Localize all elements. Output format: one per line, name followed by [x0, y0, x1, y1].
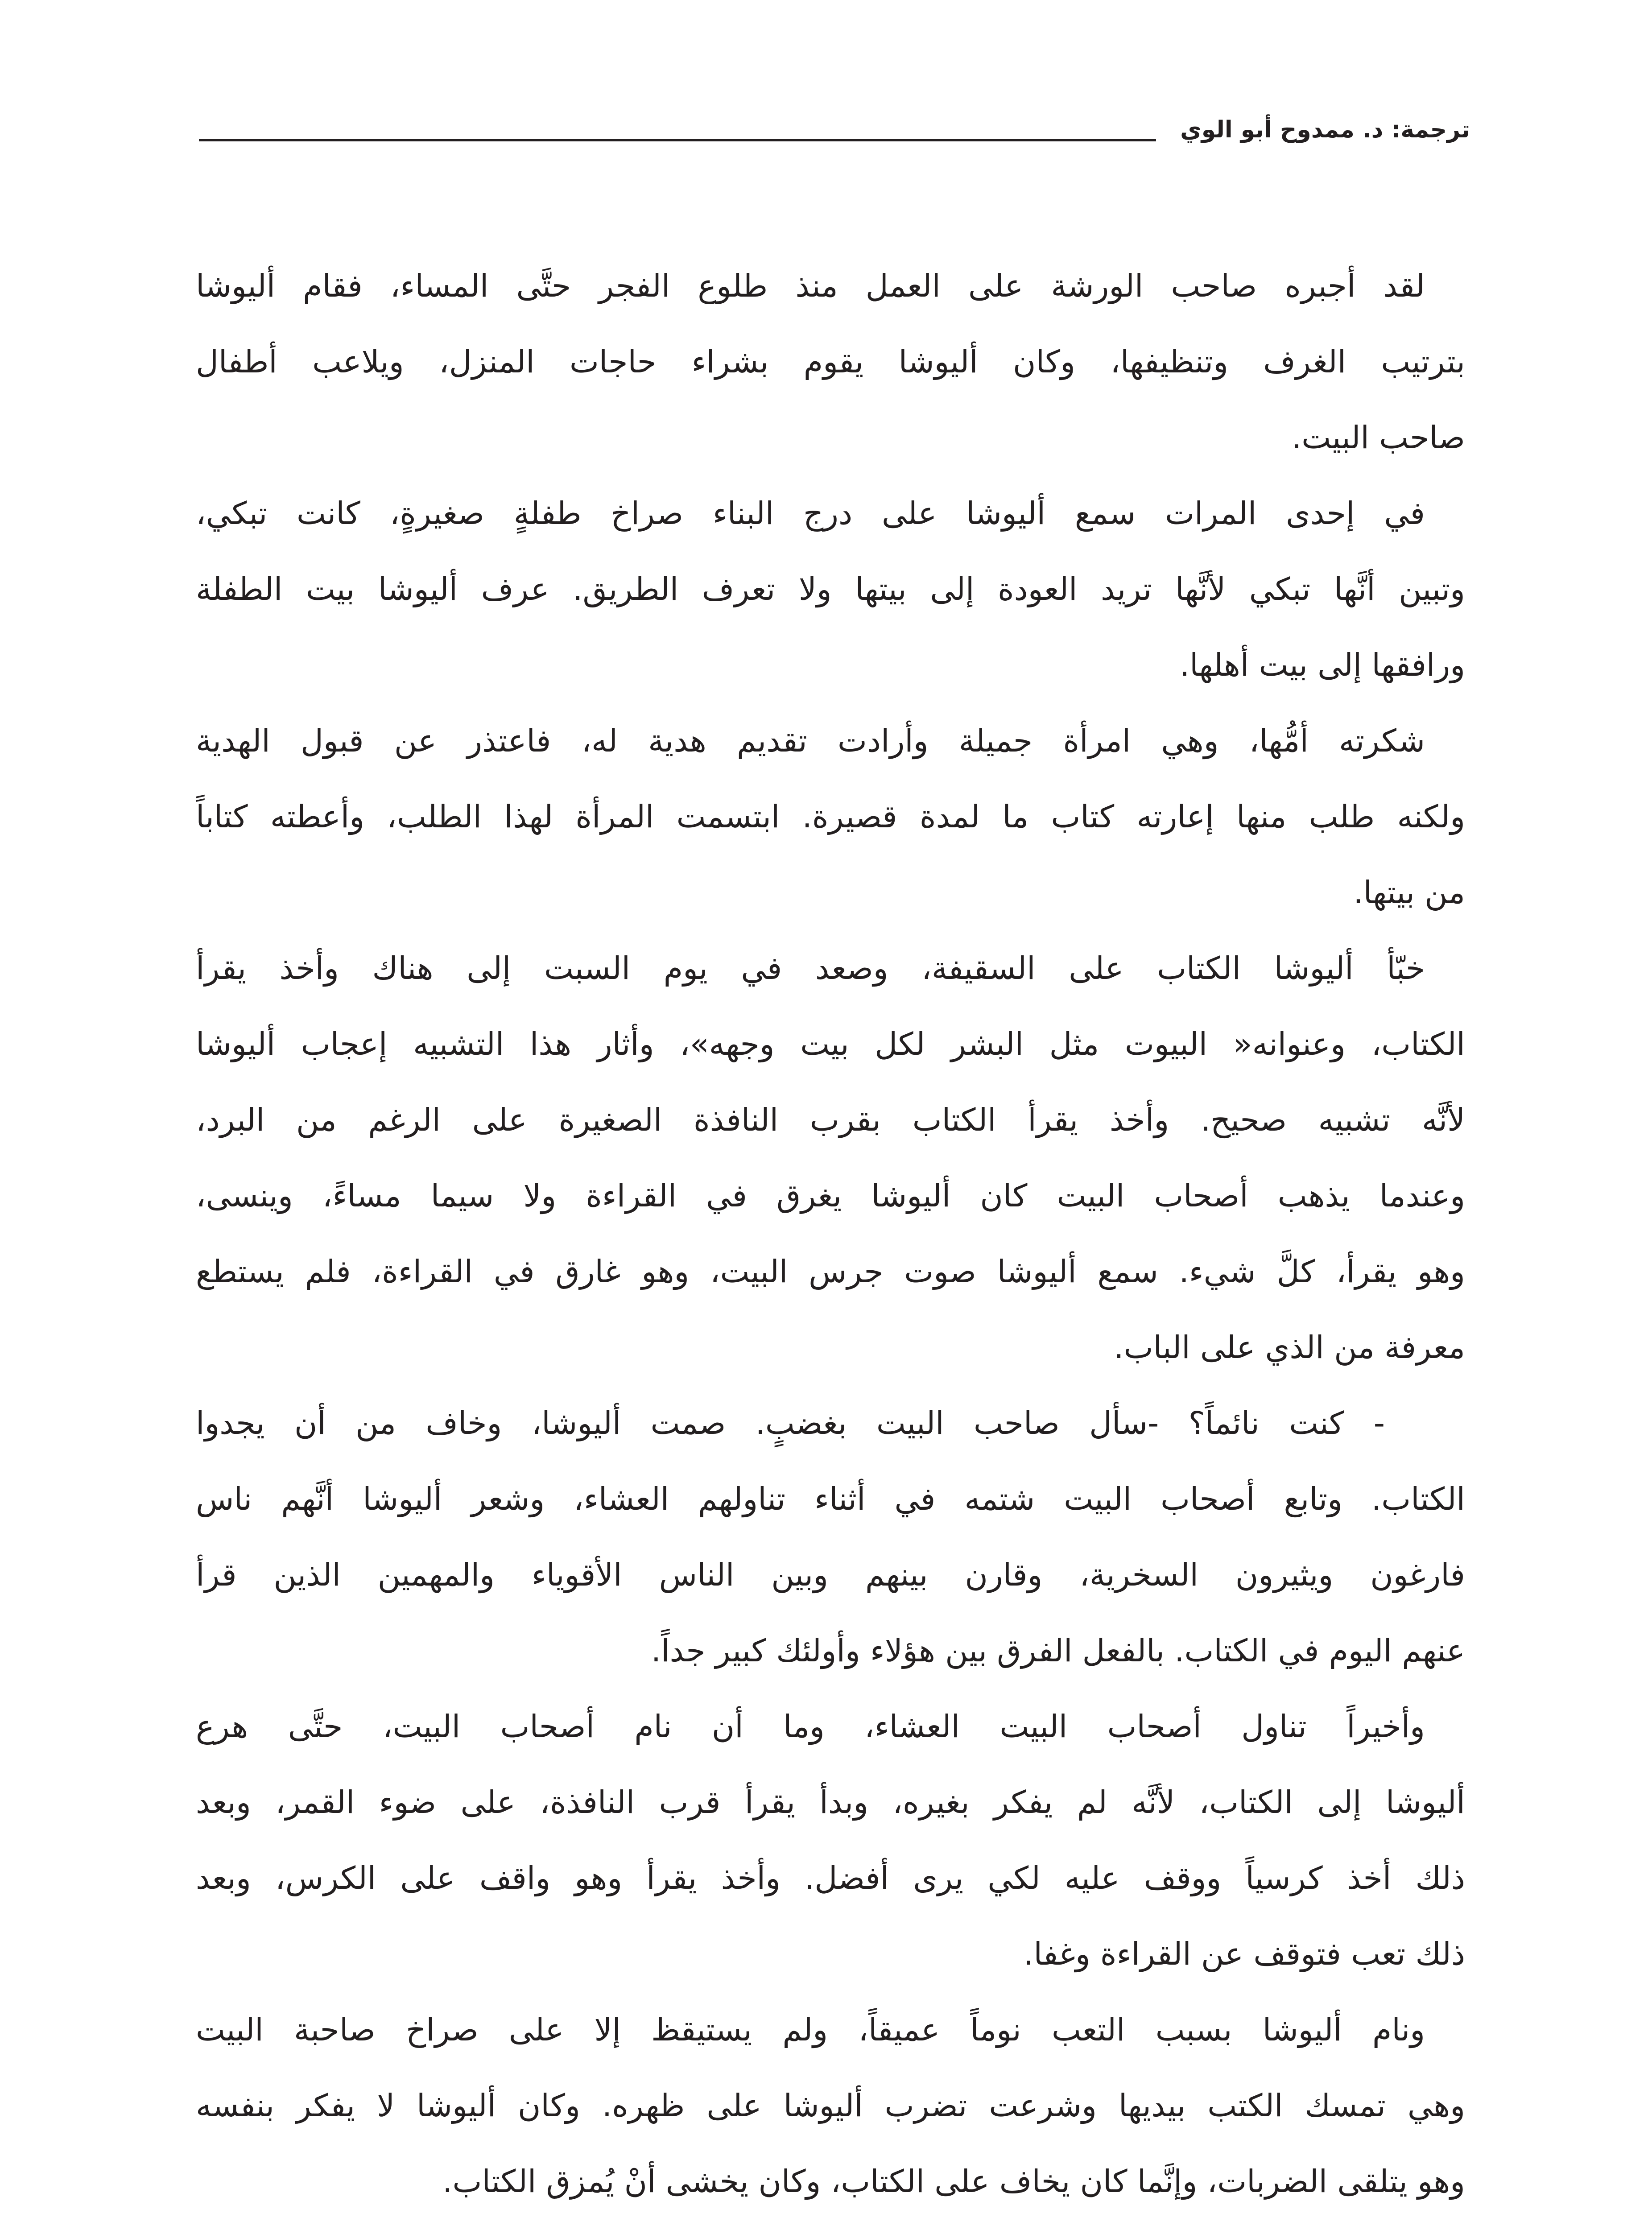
text-line: فارغون ويثيرون السخرية، وقارن بينهم وبين الناس الأقوياء والمهمين الذين قرأ [196, 1557, 1465, 1593]
text-line: لقد أجبره صاحب الورشة على العمل منذ طلوع الفجر حتَّى المساء، فقام أليوشا [196, 268, 1425, 304]
paragraph [196, 1385, 1465, 1689]
text-line: وأخيراً تناول أصحاب البيت العشاء، وما أن نام أصحاب البيت، حتَّى هرع [196, 1708, 1425, 1745]
text-line: ورافقها إلى بيت أهلها. [1179, 647, 1465, 683]
text-line: الكتاب. وتابع أصحاب البيت شتمه في أثناء تناولهم العشاء، وشعر أليوشا أنَّهم ناس [196, 1481, 1465, 1517]
text-line: وهو يقرأ، كلَّ شيء. سمع أليوشا صوت جرس البيت، وهو غارق في القراءة، فلم يستطع [196, 1253, 1465, 1290]
text-line: خبّأ أليوشا الكتاب على السقيفة، وصعد في يوم السبت إلى هناك وأخذ يقرأ [196, 950, 1425, 987]
paragraph [196, 1992, 1465, 2219]
text-line: شكرته أمُّها، وهي امرأة جميلة وأرادت تقديم هدية له، فاعتذر عن قبول الهدية [196, 723, 1425, 759]
paragraph [196, 930, 1465, 1385]
text-line: عنهم اليوم في الكتاب. بالفعل الفرق بين هؤلاء وأولئك كبير جداً. [651, 1632, 1465, 1669]
text-line: وعندما يذهب أصحاب البيت كان أليوشا يغرق في القراءة ولا سيما مساءً، وينسى، [196, 1177, 1465, 1214]
text-line: في إحدى المرات سمع أليوشا على درج البناء صراخ طفلةٍ صغيرةٍ، كانت تبكي، [196, 495, 1425, 532]
text-line: لأنَّه تشبيه صحيح. وأخذ يقرأ الكتاب بقرب النافذة الصغيرة على الرغم من البرد، [196, 1102, 1465, 1138]
paragraph [196, 248, 1465, 475]
text-line: ولكنه طلب منها إعارته كتاب ما لمدة قصيرة. ابتسمت المرأة لهذا الطلب، وأعطته كتاباً [196, 798, 1465, 835]
text-line: ذلك تعب فتوقف عن القراءة وغفا. [1024, 1936, 1465, 1972]
translator-credit: ترجمة: د. ممدوح أبو الوي [1180, 116, 1470, 143]
text-line: من بيتها. [1353, 874, 1465, 911]
text-line: صاحب البيت. [1291, 419, 1465, 456]
text-line: وهي تمسك الكتب بيديها وشرعت تضرب أليوشا على ظهره. وكان أليوشا لا يفكر بنفسه [196, 2087, 1465, 2124]
text-line: وهو يتلقى الضربات، وإنَّما كان يخاف على الكتاب، وكان يخشى أنْ يُمزق الكتاب. [442, 2163, 1465, 2200]
header-rule [199, 139, 1156, 141]
text-line: بترتيب الغرف وتنظيفها، وكان أليوشا يقوم بشراء حاجات المنزل، ويلاعب أطفال [196, 343, 1465, 380]
paragraph [196, 1689, 1465, 1992]
article-body [196, 248, 1465, 2219]
text-line: ونام أليوشا بسبب التعب نوماً عميقاً، ولم يستيقظ إلا على صراخ صاحبة البيت [196, 2011, 1425, 2048]
text-line: وتبين أنَّها تبكي لأنَّها تريد العودة إلى بيتها ولا تعرف الطريق. عرف أليوشا بيت الطفلة [196, 571, 1465, 607]
text-line: - كنت نائماً؟ -سأل صاحب البيت بغضبٍ. صمت أليوشا، وخاف من أن يجدوا [196, 1405, 1385, 1441]
paragraph [196, 703, 1465, 930]
text-line: ذلك أخذ كرسياً ووقف عليه لكي يرى أفضل. وأخذ يقرأ وهو واقف على الكرس، وبعد [196, 1860, 1465, 1896]
paragraph [196, 475, 1465, 703]
text-line: الكتاب، وعنوانه« البيوت مثل البشر لكل بيت وجهه»، وأثار هذا التشبيه إعجاب أليوشا [196, 1026, 1465, 1062]
text-line: أليوشا إلى الكتاب، لأنَّه لم يفكر بغيره، وبدأ يقرأ قرب النافذة، على ضوء القمر، وبعد [196, 1784, 1465, 1821]
text-line: معرفة من الذي على الباب. [1114, 1329, 1465, 1366]
